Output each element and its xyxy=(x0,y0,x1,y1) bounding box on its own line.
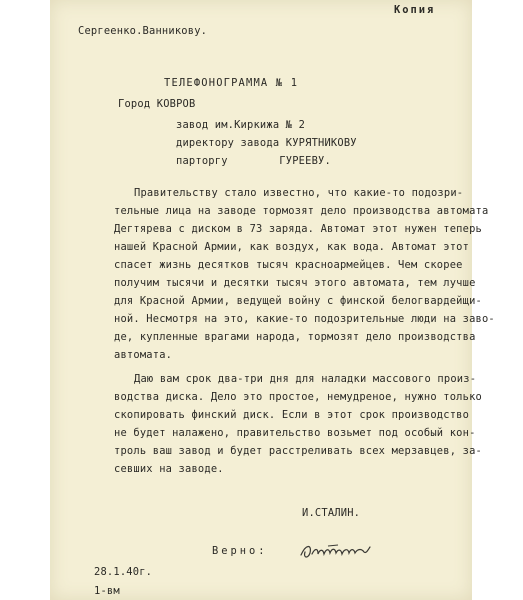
verno-label: Верно: xyxy=(212,545,268,557)
paragraph-1-line-2: тельные лица на заводе тормозят дело производства автомата xyxy=(114,205,489,217)
copy-stamp: Копия xyxy=(394,4,436,16)
document-title: ТЕЛЕФОНОГРАММА № 1 xyxy=(164,77,299,89)
paragraph-1-line-10: автомата. xyxy=(114,349,173,361)
recipient-director: директору завода КУРЯТНИКОВУ xyxy=(176,137,357,149)
paragraph-2-line-2: водства диска. Дело это простое, немудреное, нужно только xyxy=(114,391,482,403)
paragraph-1-line-9: де, купленные врагами народа, тормозят дело производства xyxy=(114,331,476,343)
recipient-partorg: парторгу ГУРЕЕВУ. xyxy=(176,155,331,167)
paragraph-1-line-8: ной. Несмотря на это, какие-то подозрительные люди на заво- xyxy=(114,313,495,325)
paragraph-1-line-4: нашей Красной Армии, как воздух, как вода. Автомат этот xyxy=(114,241,470,253)
signatory-name: И.СТАЛИН. xyxy=(302,507,361,519)
recipient-city: Город КОВРОВ xyxy=(118,98,196,110)
paragraph-1-line-5: спасет жизнь десятков тысяч красноармейцев. Чем скорее xyxy=(114,259,463,271)
paragraph-1-line-3: Дегтярева с диском в 73 заряда. Автомат этот нужен теперь xyxy=(114,223,482,235)
recipient-factory: завод им.Киркижа № 2 xyxy=(176,119,306,131)
paragraph-1-line-6: получим тысячи и десятки тысяч этого автомата, тем лучше xyxy=(114,277,476,289)
paragraph-1-line-1: Правительству стало известно, что какие-то подозри- xyxy=(134,187,464,199)
paragraph-2-line-4: не будет налажено, правительство возьмет под особый кон- xyxy=(114,427,476,439)
handwritten-signature xyxy=(298,540,372,562)
paragraph-2-line-3: скопировать финский диск. Если в этот срок производство xyxy=(114,409,470,421)
addressees-line: Сергеенко.Ванникову. xyxy=(78,25,208,37)
paragraph-2-line-5: троль ваш завод и будет расстреливать всех мерзавцев, за- xyxy=(114,445,482,457)
document-date: 28.1.40г. xyxy=(94,566,153,578)
paragraph-2-line-1: Даю вам срок два-три дня для наладки массового произ- xyxy=(134,373,477,385)
paragraph-1-line-7: для Красной Армии, ведущей войну с финской белогвардейщи- xyxy=(114,295,482,307)
copies-mark: 1-вм xyxy=(94,585,120,597)
paragraph-2-line-6: севших на заводе. xyxy=(114,463,224,475)
